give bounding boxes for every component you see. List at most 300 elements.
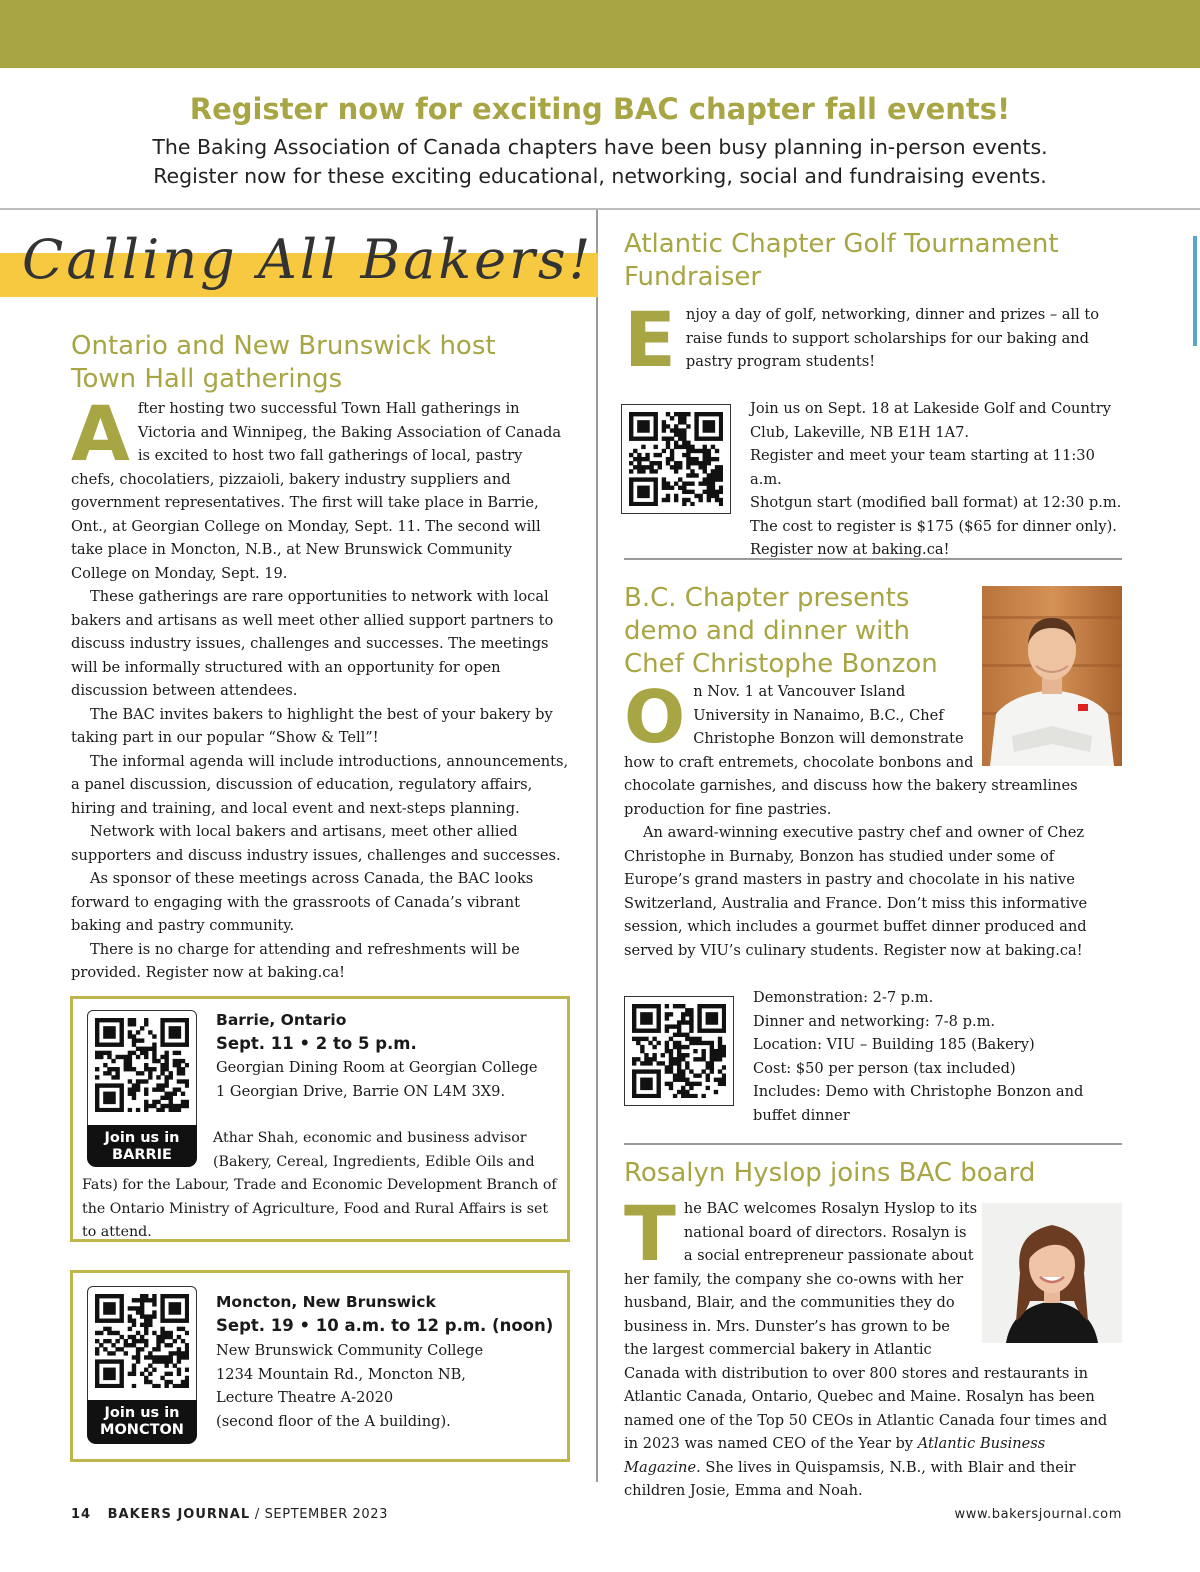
qr-module	[681, 1053, 685, 1057]
qr-module	[710, 1057, 714, 1061]
qr-module	[710, 1029, 714, 1033]
qr-module	[152, 1359, 156, 1363]
qr-module	[95, 1339, 99, 1343]
qr-module	[706, 1016, 710, 1020]
qr-module	[124, 1063, 128, 1067]
qr-module	[703, 461, 707, 465]
qr-module	[177, 1368, 181, 1372]
qr-module	[152, 1368, 156, 1372]
qr-module	[694, 461, 698, 465]
qr-module	[706, 1004, 710, 1008]
qr-module	[629, 416, 633, 420]
qr-module	[140, 1026, 144, 1030]
qr-module	[173, 1104, 177, 1108]
qr-module	[173, 1302, 177, 1306]
qr-module	[120, 1092, 124, 1096]
qr-module	[677, 1061, 681, 1065]
qr-module	[665, 1016, 669, 1020]
qr-module	[722, 1012, 726, 1016]
qr-module	[95, 1331, 99, 1335]
qr-module	[136, 1359, 140, 1363]
qr-module	[697, 1082, 701, 1086]
qr-module	[640, 1016, 644, 1020]
qr-module	[169, 1096, 173, 1100]
qr-module	[140, 1302, 144, 1306]
calling-all-bakers-title: Calling All Bakers!	[22, 228, 594, 291]
qr-module	[648, 1004, 652, 1008]
qr-module	[173, 1063, 177, 1067]
qr-module	[103, 1030, 107, 1034]
qr-module	[144, 1063, 148, 1067]
qr-module	[707, 486, 711, 490]
qr-module	[703, 428, 707, 432]
qr-module	[640, 1082, 644, 1086]
qr-module	[128, 1079, 132, 1083]
golf-line-3: Register and meet your team starting at 11:30 a.m.	[750, 447, 1095, 488]
qr-module	[107, 1034, 111, 1038]
qr-module	[156, 1075, 160, 1079]
qr-module	[120, 1294, 124, 1298]
qr-module	[637, 437, 641, 441]
qr-module	[120, 1030, 124, 1034]
qr-module	[128, 1051, 132, 1055]
qr-module	[111, 1351, 115, 1355]
qr-module	[711, 445, 715, 449]
qr-module	[160, 1327, 164, 1331]
qr-module	[107, 1026, 111, 1030]
qr-module	[629, 498, 633, 502]
qr-module	[99, 1343, 103, 1347]
qr-module	[707, 481, 711, 485]
qr-module	[185, 1083, 189, 1087]
qr-module	[648, 1020, 652, 1024]
qr-module	[719, 498, 723, 502]
qr-module	[637, 494, 641, 498]
qr-module	[136, 1351, 140, 1355]
qr-module	[673, 1033, 677, 1037]
qr-module	[652, 1004, 656, 1008]
qr-module	[173, 1092, 177, 1096]
qr-module	[640, 1012, 644, 1016]
qr-module	[185, 1368, 189, 1372]
qr-module	[711, 420, 715, 424]
page-headline: Register now for exciting BAC chapter fall events!	[189, 92, 1011, 126]
qr-module	[657, 1012, 661, 1016]
qr-module	[132, 1067, 136, 1071]
qr-module	[669, 1053, 673, 1057]
qr-module	[185, 1104, 189, 1108]
bc-details	[753, 986, 1123, 1127]
bc-divider	[624, 1143, 1122, 1145]
qr-module	[160, 1376, 164, 1380]
qr-module	[132, 1335, 136, 1339]
qr-module	[703, 481, 707, 485]
qr-module	[103, 1092, 107, 1096]
qr-module	[686, 412, 690, 416]
qr-module	[637, 424, 641, 428]
qr-module	[706, 1086, 710, 1090]
qr-module	[633, 457, 637, 461]
qr-module	[115, 1067, 119, 1071]
qr-module	[711, 494, 715, 498]
qr-module	[107, 1294, 111, 1298]
qr-module	[674, 494, 678, 498]
qr-module	[645, 477, 649, 481]
qr-module	[111, 1043, 115, 1047]
qr-module	[652, 1094, 656, 1098]
moncton-details	[216, 1339, 556, 1433]
qr-module	[686, 473, 690, 477]
qr-module	[169, 1331, 173, 1335]
qr-module	[662, 424, 666, 428]
qr-module	[120, 1306, 124, 1310]
qr-module	[644, 1057, 648, 1061]
qr-module	[677, 1004, 681, 1008]
qr-module	[710, 1061, 714, 1065]
qr-module	[685, 1090, 689, 1094]
qr-module	[641, 445, 645, 449]
qr-module	[160, 1331, 164, 1335]
qr-module	[148, 1323, 152, 1327]
qr-module	[644, 1029, 648, 1033]
qr-module	[682, 498, 686, 502]
qr-module	[665, 1045, 669, 1049]
qr-module	[164, 1331, 168, 1335]
qr-module	[637, 420, 641, 424]
qr-module	[649, 469, 653, 473]
barrie-qr-code[interactable]	[87, 1010, 197, 1130]
issue-date: / SEPTEMBER 2023	[250, 1507, 389, 1522]
qr-module	[648, 1082, 652, 1086]
qr-module	[641, 502, 645, 506]
qr-module	[697, 1029, 701, 1033]
qr-module	[177, 1319, 181, 1323]
qr-module	[657, 1090, 661, 1094]
qr-module	[124, 1059, 128, 1063]
qr-module	[148, 1104, 152, 1108]
qr-module	[185, 1355, 189, 1359]
qr-module	[177, 1030, 181, 1034]
qr-module	[644, 1082, 648, 1086]
qr-module	[685, 1020, 689, 1024]
qr-module	[95, 1294, 99, 1298]
qr-module	[152, 1034, 156, 1038]
qr-module	[177, 1372, 181, 1376]
qr-module	[107, 1327, 111, 1331]
qr-module	[107, 1071, 111, 1075]
qr-module	[644, 1069, 648, 1073]
qr-module	[181, 1067, 185, 1071]
qr-module	[148, 1363, 152, 1367]
qr-module	[707, 424, 711, 428]
qr-module	[95, 1022, 99, 1026]
qr-module	[185, 1034, 189, 1038]
moncton-floor: (second floor of the A building).	[216, 1412, 451, 1430]
qr-module	[669, 1086, 673, 1090]
qr-module	[156, 1343, 160, 1347]
qr-module	[637, 486, 641, 490]
qr-module	[685, 1078, 689, 1082]
bc-article	[624, 675, 1122, 962]
qr-module	[640, 1004, 644, 1008]
qr-module	[677, 1049, 681, 1053]
qr-module	[164, 1043, 168, 1047]
qr-module	[128, 1319, 132, 1323]
qr-module	[715, 469, 719, 473]
qr-module	[185, 1347, 189, 1351]
qr-module	[169, 1026, 173, 1030]
qr-module	[148, 1355, 152, 1359]
qr-module	[682, 428, 686, 432]
qr-module	[645, 412, 649, 416]
qr-module	[707, 494, 711, 498]
qr-module	[128, 1343, 132, 1347]
qr-module	[718, 1041, 722, 1045]
qr-module	[640, 1069, 644, 1073]
drop-cap-o: O	[624, 675, 686, 759]
qr-module	[115, 1083, 119, 1087]
qr-module	[140, 1372, 144, 1376]
qr-module	[160, 1335, 164, 1339]
qr-module	[640, 1078, 644, 1082]
qr-module	[689, 1016, 693, 1020]
qr-module	[132, 1083, 136, 1087]
drop-cap-t: T	[624, 1189, 676, 1278]
qr-module	[160, 1302, 164, 1306]
qr-module	[164, 1018, 168, 1022]
town-hall-paragraph-6: As sponsor of these meetings across Canada, the BAC looks forward to engaging with the grassroots of Canada’s vibrant baking and pastry community.	[71, 870, 534, 934]
moncton-qr-code[interactable]	[87, 1286, 197, 1406]
qr-module	[177, 1359, 181, 1363]
qr-module	[128, 1063, 132, 1067]
qr-module	[669, 1069, 673, 1073]
qr-module	[686, 424, 690, 428]
qr-module	[718, 1037, 722, 1041]
qr-module	[169, 1071, 173, 1075]
qr-module	[686, 441, 690, 445]
qr-module	[160, 1319, 164, 1323]
golf-qr-code[interactable]	[621, 404, 731, 514]
qr-module	[111, 1376, 115, 1380]
qr-module	[185, 1306, 189, 1310]
qr-module	[714, 1049, 718, 1053]
qr-module	[694, 437, 698, 441]
qr-module	[160, 1083, 164, 1087]
qr-module	[115, 1075, 119, 1079]
qr-module	[160, 1022, 164, 1026]
qr-module	[654, 428, 658, 432]
qr-module	[678, 477, 682, 481]
intro-line-1: The Baking Association of Canada chapters have been busy planning in-person events.	[152, 135, 1048, 159]
qr-module	[164, 1355, 168, 1359]
qr-module	[148, 1380, 152, 1384]
golf-line-5: The cost to register is $175 ($65 for dinner only).	[750, 517, 1117, 535]
qr-module	[173, 1351, 177, 1355]
qr-module	[111, 1026, 115, 1030]
qr-module	[148, 1351, 152, 1355]
qr-module	[132, 1368, 136, 1372]
qr-module	[710, 1041, 714, 1045]
qr-module	[715, 498, 719, 502]
hyslop-paragraph: he BAC welcomes Rosalyn Hyslop to its national board of directors. Rosalyn is a social entrepreneur passionate about her family, the company she co-owns with her husband, Blair, and the communities they do business in. Mrs. Dunster’s has grown to be the largest commercial bakery in Atlantic Canada with distribution to over 800 stores and restaurants in Atlantic Canada, Ontario, Quebec and Maine. Rosalyn has been named one of the Top 50 CEOs in Atlantic Canada four times and in 2023 was named CEO of the Year by	[624, 1200, 1108, 1452]
qr-module	[645, 453, 649, 457]
qr-module	[681, 1004, 685, 1008]
qr-module	[710, 1053, 714, 1057]
qr-module	[629, 477, 633, 481]
qr-module	[654, 498, 658, 502]
qr-module	[164, 1092, 168, 1096]
qr-module	[715, 437, 719, 441]
qr-module	[181, 1294, 185, 1298]
qr-module	[648, 1057, 652, 1061]
qr-module	[136, 1298, 140, 1302]
qr-module	[169, 1018, 173, 1022]
qr-module	[661, 1061, 665, 1065]
qr-module	[120, 1310, 124, 1314]
qr-module	[636, 1004, 640, 1008]
qr-module	[173, 1030, 177, 1034]
qr-module	[120, 1104, 124, 1108]
qr-module	[669, 1082, 673, 1086]
qr-module	[115, 1071, 119, 1075]
qr-module	[678, 445, 682, 449]
qr-module	[722, 1016, 726, 1020]
qr-module	[132, 1343, 136, 1347]
qr-module	[152, 1100, 156, 1104]
qr-module	[99, 1319, 103, 1323]
qr-module	[710, 1016, 714, 1020]
qr-module	[715, 473, 719, 477]
qr-module	[152, 1355, 156, 1359]
qr-module	[681, 1020, 685, 1024]
qr-module	[636, 1069, 640, 1073]
qr-module	[648, 1029, 652, 1033]
qr-module	[649, 465, 653, 469]
qr-module	[164, 1343, 168, 1347]
qr-module	[185, 1310, 189, 1314]
website-url[interactable]: www.bakersjournal.com	[954, 1507, 1122, 1522]
qr-module	[722, 1082, 726, 1086]
qr-module	[694, 449, 698, 453]
qr-module	[703, 445, 707, 449]
qr-module	[148, 1298, 152, 1302]
qr-module	[103, 1302, 107, 1306]
qr-module	[714, 1020, 718, 1024]
qr-module	[99, 1083, 103, 1087]
bc-qr-code[interactable]	[624, 996, 734, 1106]
qr-module	[99, 1331, 103, 1335]
barrie-date: Sept. 11 • 2 to 5 p.m.	[216, 1034, 417, 1053]
qr-module	[173, 1034, 177, 1038]
qr-module	[169, 1034, 173, 1038]
qr-module	[719, 428, 723, 432]
qr-module	[644, 1016, 648, 1020]
qr-module	[169, 1310, 173, 1314]
qr-module	[177, 1071, 181, 1075]
qr-module	[124, 1055, 128, 1059]
qr-module	[140, 1079, 144, 1083]
qr-module	[666, 494, 670, 498]
qr-module	[160, 1108, 164, 1112]
qr-module	[103, 1294, 107, 1298]
qr-module	[681, 1033, 685, 1037]
qr-module	[144, 1018, 148, 1022]
qr-module	[714, 1004, 718, 1008]
qr-module	[697, 1004, 701, 1008]
qr-module	[657, 1078, 661, 1082]
qr-module	[144, 1327, 148, 1331]
qr-module	[674, 441, 678, 445]
qr-module	[95, 1092, 99, 1096]
qr-module	[103, 1384, 107, 1388]
qr-module	[678, 420, 682, 424]
qr-module	[95, 1306, 99, 1310]
qr-module	[164, 1067, 168, 1071]
qr-module	[636, 1037, 640, 1041]
qr-module	[144, 1051, 148, 1055]
qr-module	[674, 412, 678, 416]
qr-module	[706, 1073, 710, 1077]
qr-module	[152, 1059, 156, 1063]
qr-module	[719, 477, 723, 481]
qr-module	[719, 490, 723, 494]
qr-module	[156, 1347, 160, 1351]
qr-module	[689, 1069, 693, 1073]
qr-module	[124, 1343, 128, 1347]
page-intro	[0, 133, 1200, 191]
qr-module	[107, 1108, 111, 1112]
qr-module	[710, 1045, 714, 1049]
qr-module	[111, 1030, 115, 1034]
qr-module	[686, 445, 690, 449]
qr-module	[714, 1057, 718, 1061]
qr-module	[654, 490, 658, 494]
qr-module	[710, 1012, 714, 1016]
qr-module	[706, 1078, 710, 1082]
qr-module	[719, 465, 723, 469]
qr-module	[640, 1086, 644, 1090]
qr-module	[164, 1075, 168, 1079]
qr-module	[703, 412, 707, 416]
qr-module	[719, 424, 723, 428]
qr-module	[120, 1108, 124, 1112]
qr-module	[160, 1314, 164, 1318]
qr-module	[95, 1038, 99, 1042]
qr-module	[715, 449, 719, 453]
qr-module	[164, 1096, 168, 1100]
qr-module	[710, 1004, 714, 1008]
qr-module	[632, 1024, 636, 1028]
qr-module	[103, 1359, 107, 1363]
qr-module	[103, 1319, 107, 1323]
qr-module	[107, 1018, 111, 1022]
qr-module	[95, 1083, 99, 1087]
qr-module	[185, 1079, 189, 1083]
qr-module	[177, 1294, 181, 1298]
qr-module	[690, 461, 694, 465]
qr-module	[95, 1319, 99, 1323]
qr-module	[669, 1065, 673, 1069]
page-edge-tab	[1193, 236, 1197, 346]
qr-module	[698, 449, 702, 453]
qr-module	[136, 1030, 140, 1034]
qr-module	[690, 469, 694, 473]
qr-module	[645, 494, 649, 498]
qr-module	[698, 461, 702, 465]
qr-module	[160, 1087, 164, 1091]
qr-module	[703, 453, 707, 457]
qr-module	[152, 1310, 156, 1314]
